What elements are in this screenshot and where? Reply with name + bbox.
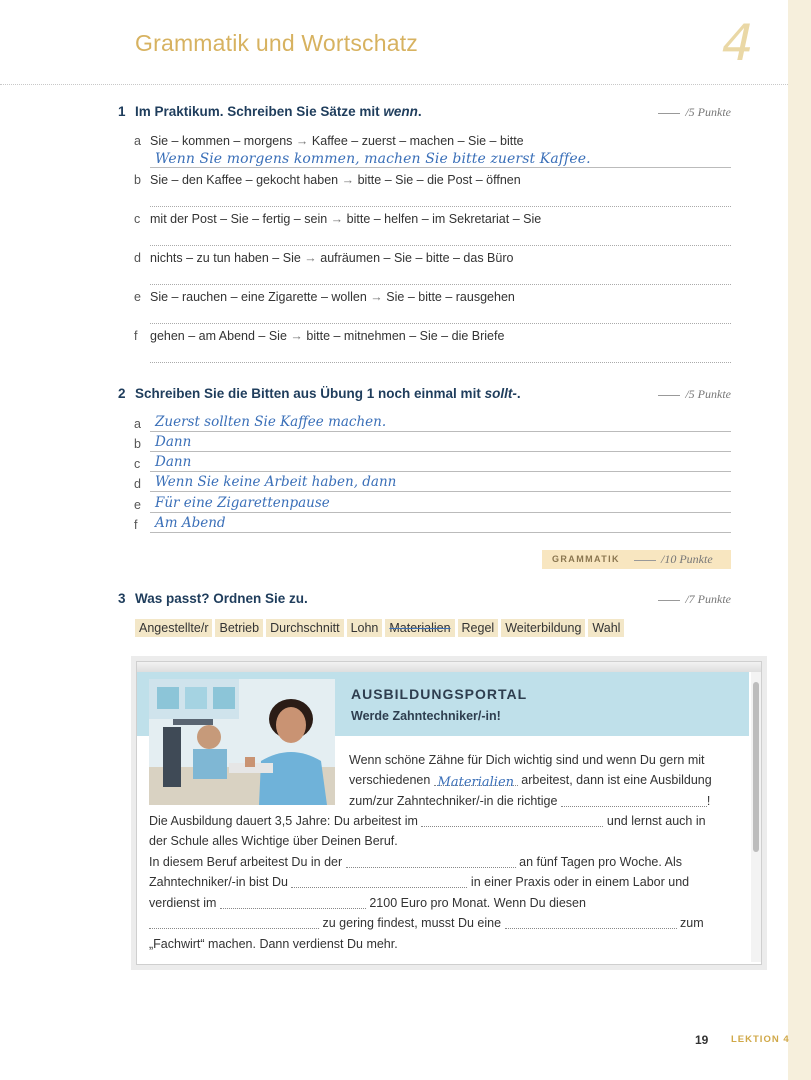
text-line-10: „Fachwirt“ machen. Dann verdienst Du mehr. [149, 937, 398, 951]
gap-7[interactable] [505, 915, 677, 929]
exercise-2-answer-a: Zuerst sollten Sie Kaffee machen. [155, 414, 387, 430]
word-chip[interactable]: Betrieb [215, 619, 263, 637]
text-line-5: der Schule alles Wichtige über Deinen Beruf. [149, 834, 398, 848]
exercise-1-title: 1 Im Praktikum. Schreiben Sie Sätze mit wenn. [118, 104, 422, 119]
exercise-3-title: 3 Was passt? Ordnen Sie zu. [118, 591, 308, 606]
answer-line-e[interactable] [150, 323, 731, 324]
text-line-8: verdienst im 2100 Euro pro Monat. Wenn Du diesen [149, 896, 586, 910]
word-bank [135, 619, 624, 637]
arrow-icon: → [304, 251, 317, 265]
exercise-2-answer-f: Am Abend [155, 515, 226, 531]
exercise-2-line-b[interactable] [150, 451, 731, 452]
exercise-1-item-c: c mit der Post – Sie – fertig – sein → bitte – helfen – im Sekretariat – Sie [134, 212, 542, 226]
text-line-6: In diesem Beruf arbeitest Du in der an fünf Tagen pro Woche. Als [149, 855, 682, 869]
word-chip[interactable]: Durchschnitt [266, 619, 343, 637]
arrow-icon: → [341, 173, 355, 187]
exercise-2-line-a[interactable] [150, 431, 731, 432]
word-chip[interactable]: Angestellte/r [135, 619, 212, 637]
exercise-2-answer-c: Dann [155, 454, 192, 470]
gap-6[interactable] [149, 915, 319, 929]
exercise-2-line-d[interactable] [150, 491, 731, 492]
header-divider [0, 84, 788, 85]
answer-line-f[interactable] [150, 362, 731, 363]
scrollbar-thumb[interactable] [753, 682, 759, 852]
exercise-1-item-a: a Sie – kommen – morgens → Kaffee – zuerst – machen – Sie – bitte [134, 134, 524, 148]
text-line-2: verschiedenen Materialien arbeitest, dann ist eine Ausbildung [349, 773, 712, 790]
text-line-1: Wenn schöne Zähne für Dich wichtig sind und wenn Du gern mit [349, 753, 705, 767]
answer-line-b[interactable] [150, 206, 731, 207]
word-chip[interactable]: Weiterbildung [501, 619, 585, 637]
exercise-2-line-f[interactable] [150, 532, 731, 533]
exercise-2-points: /5 Punkte [658, 387, 731, 402]
exercise-3-points: /7 Punkte [658, 592, 731, 607]
gap-2[interactable] [421, 813, 603, 827]
word-chip-used[interactable]: Materialien [385, 619, 454, 637]
portal-subtitle: Werde Zahntechniker/-in! [351, 709, 501, 723]
grammatik-points-box: GRAMMATIK /10 Punkte [542, 550, 731, 569]
exercise-2-line-e[interactable] [150, 512, 731, 513]
text-line-9: zu gering findest, musst Du eine zum [149, 913, 704, 934]
window-titlebar [137, 662, 761, 672]
gap-3[interactable] [346, 854, 516, 868]
exercise-1-points: /5 Punkte [658, 105, 731, 120]
text-line-7: Zahntechniker/-in bist Du in einer Praxis oder in einem Labor und [149, 875, 690, 889]
arrow-icon: → [370, 290, 383, 304]
arrow-icon: → [290, 329, 303, 343]
exercise-2-letter-d: d [134, 477, 141, 491]
chapter-number: 4 [715, 14, 760, 72]
exercise-2-answer-e: Für eine Zigarettenpause [155, 495, 330, 511]
arrow-icon: → [330, 212, 344, 226]
exercise-2-letter-b: b [134, 437, 141, 451]
page-margin-strip [788, 0, 811, 1080]
exercise-2-title: 2 Schreiben Sie die Bitten aus Übung 1 noch einmal mit sollt-. [118, 386, 521, 401]
exercise-2-letter-e: e [134, 498, 141, 512]
exercise-2-answer-d: Wenn Sie keine Arbeit haben, dann [155, 474, 397, 490]
text-line-4: Die Ausbildung dauert 3,5 Jahre: Du arbeitest im und lernst auch in [149, 814, 706, 828]
answer-line-d[interactable] [150, 284, 731, 285]
word-chip[interactable]: Regel [458, 619, 499, 637]
gap-materialien[interactable]: Materialien [434, 772, 518, 786]
exercise-1-item-b: b Sie – den Kaffee – gekocht haben → bitte – Sie – die Post – öffnen [134, 173, 521, 187]
dental-technician-photo [149, 679, 335, 805]
arrow-icon: → [295, 134, 309, 148]
exercise-2-letter-f: f [134, 518, 138, 532]
word-chip[interactable]: Lohn [347, 619, 383, 637]
photo-illustration [149, 679, 335, 805]
exercise-2-letter-a: a [134, 417, 141, 431]
ausbildungsportal-card [136, 661, 762, 965]
exercise-2-line-c[interactable] [150, 471, 731, 472]
page-title: Grammatik und Wortschatz [135, 30, 419, 56]
gap-4[interactable] [291, 874, 467, 888]
portal-title: AUSBILDUNGSPORTAL [351, 686, 528, 702]
text-line-3: zum/zur Zahntechniker/-in die richtige ! [349, 794, 711, 808]
page-number: 19 [695, 1033, 709, 1047]
gap-1[interactable] [561, 793, 707, 807]
exercise-1-item-f: f gehen – am Abend – Sie → bitte – mitnehmen – Sie – die Briefe [134, 329, 505, 343]
answer-a-handwritten: Wenn Sie morgens kommen, machen Sie bitte zuerst Kaffee. [155, 151, 591, 167]
answer-line-c[interactable] [150, 245, 731, 246]
exercise-2-letter-c: c [134, 457, 141, 471]
lektion-label: LEKTION 4 [731, 1034, 790, 1045]
gap-5[interactable] [220, 895, 366, 909]
exercise-1-item-d: d nichts – zu tun haben – Sie → aufräumen – Sie – bitte – das Büro [134, 251, 514, 265]
answer-line-a[interactable] [150, 167, 731, 168]
exercise-2-answer-b: Dann [155, 434, 192, 450]
word-chip[interactable]: Wahl [588, 619, 624, 637]
exercise-1-item-e: e Sie – rauchen – eine Zigarette – wollen → Sie – bitte – rausgehen [134, 290, 515, 304]
